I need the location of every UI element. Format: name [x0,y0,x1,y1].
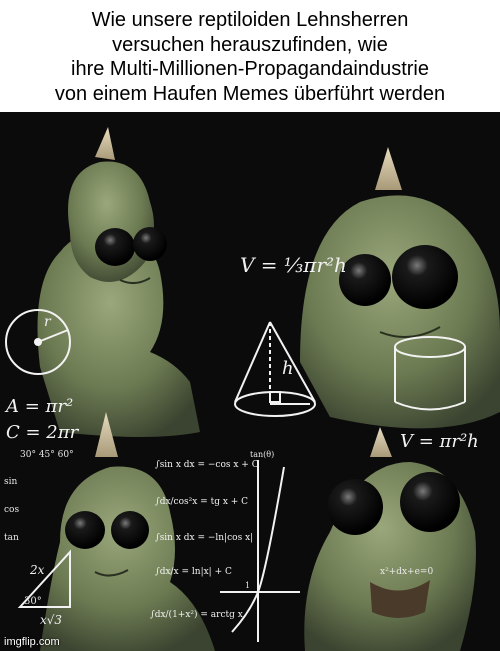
reptilian-bottom-right [304,427,476,651]
eye-icon [327,479,383,535]
bottom-right-formula: x²+dx+e=0 [380,567,434,577]
formula-circumference: C = 2πr [6,422,79,443]
triangle-leg-label: x√3 [40,613,63,627]
formula-area: A = πr² [6,396,74,417]
eye-icon [392,245,458,309]
formula-cone-volume: V = ⅓πr²h [240,253,347,277]
caption-line: ihre Multi-Millionen-Propagandaindustrie [71,58,429,80]
formula-integral-bottom: ∫dx/(1+x²) = arctg x [150,610,243,620]
triangle-side-label: 2x [30,563,45,577]
eye-icon [111,511,149,549]
graph-label: tan(θ) [250,450,275,459]
graph-value: 1 [245,581,251,590]
meme-caption [0,0,500,112]
horn-icon [370,427,392,457]
triangle-angle-label: 30° [24,596,42,607]
horn-icon [375,147,402,190]
trig-row-cos: cos [4,505,20,515]
eye-icon [65,511,105,549]
trig-table-header: 30° 45° 60° [20,450,74,460]
reptilian-top-right [300,147,500,428]
caption-line: von einem Haufen Memes überführt werden [54,82,446,105]
formula-integral-ln: ∫sin x dx = −ln|cos x| [155,533,254,543]
height-label: h [282,358,294,379]
formula-integral-sec: ∫dx/cos²x = tg x + C [155,497,249,507]
caption-line: Wie unsere reptiloiden Lehnsherren [91,9,409,31]
math-lady-panel [0,112,500,651]
eye-icon [95,228,135,266]
eye-icon [400,472,460,532]
formula-integral-arctg: ∫dx/x = ln|x| + C [155,567,232,577]
trig-row-tan: tan [4,533,19,543]
formula-integral-sin: ∫sin x dx = −cos x + C [155,460,259,470]
imgflip-watermark: imgflip.com [4,636,60,648]
reptilian-top-left [38,127,201,437]
reptilian-scene [0,112,500,651]
horn-icon [95,127,115,160]
caption-line: versuchen herauszufinden, wie [112,33,388,56]
eye-icon [133,227,167,261]
trig-row-sin: sin [4,477,18,487]
formula-cylinder-volume: V = πr²h [400,431,479,452]
radius-label: r [44,314,51,330]
